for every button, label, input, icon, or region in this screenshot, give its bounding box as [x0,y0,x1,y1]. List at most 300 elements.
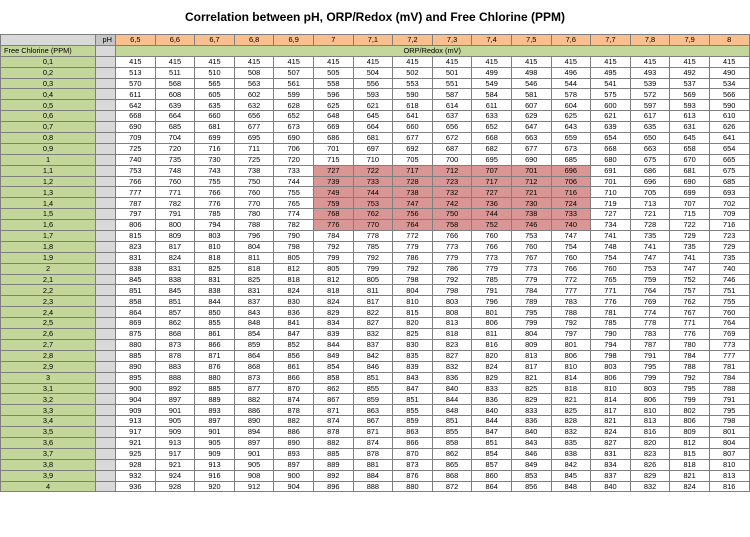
orp-value-cell: 648 [313,111,353,122]
orp-value-cell: 812 [670,437,710,448]
chlorine-value-cell: 2,2 [1,285,96,296]
orp-value-cell: 814 [591,394,631,405]
orp-value-cell: 748 [591,241,631,252]
orp-value-cell: 825 [551,405,591,416]
orp-value-cell: 932 [116,470,156,481]
orp-value-cell-highlighted: 762 [353,209,393,220]
orp-value-cell: 855 [195,318,235,329]
orp-value-cell: 794 [591,339,631,350]
orp-value-cell: 840 [472,405,512,416]
orp-value-cell: 660 [393,122,433,133]
orp-value-cell: 803 [432,296,472,307]
table-row [1,220,750,231]
orp-value-cell-highlighted: 759 [313,198,353,209]
orp-value-cell: 854 [313,361,353,372]
ph-spacer-cell [96,361,116,372]
chlorine-value-cell: 2,9 [1,361,96,372]
orp-value-cell: 799 [630,372,670,383]
orp-value-cell: 584 [472,89,512,100]
orp-value-cell: 824 [591,427,631,438]
orp-value-cell: 614 [432,100,472,111]
orp-value-cell: 735 [709,252,749,263]
orp-value-cell: 824 [472,361,512,372]
orp-value-cell: 889 [313,459,353,470]
orp-value-cell: 693 [709,187,749,198]
orp-value-cell: 788 [551,307,591,318]
orp-value-cell: 824 [313,296,353,307]
orp-value-cell: 578 [551,89,591,100]
orp-value-cell: 847 [274,329,314,340]
orp-value-cell: 415 [234,56,274,67]
orp-value-cell-highlighted: 701 [511,165,551,176]
orp-value-cell: 815 [670,448,710,459]
orp-value-cell: 806 [551,350,591,361]
orp-value-cell: 803 [591,361,631,372]
orp-value-cell: 645 [353,111,393,122]
orp-value-cell: 581 [511,89,551,100]
orp-value-cell: 818 [274,274,314,285]
orp-value-cell: 839 [313,329,353,340]
orp-value-cell: 900 [116,383,156,394]
orp-value-cell: 836 [432,372,472,383]
orp-value-cell: 625 [551,111,591,122]
orp-value-cell: 811 [472,329,512,340]
orp-value-cell: 701 [591,176,631,187]
orp-value-cell: 755 [709,296,749,307]
ph-spacer-cell [96,45,116,56]
orp-value-cell: 897 [195,416,235,427]
orp-value-cell: 836 [511,416,551,427]
orp-value-cell: 743 [195,165,235,176]
orp-value-cell: 741 [670,252,710,263]
orp-value-cell: 709 [709,209,749,220]
chlorine-value-cell: 1,6 [1,220,96,231]
orp-value-cell: 728 [630,220,670,231]
orp-value-cell: 867 [353,416,393,427]
table-row [1,339,750,350]
orp-value-cell: 829 [630,470,670,481]
orp-value-cell: 892 [313,470,353,481]
orp-value-cell: 798 [393,274,433,285]
orp-value-cell-highlighted: 768 [313,209,353,220]
orp-value-cell: 807 [709,448,749,459]
chlorine-value-cell: 2,1 [1,274,96,285]
ph-spacer-cell [96,56,116,67]
orp-value-cell: 788 [709,383,749,394]
orp-value-cell-highlighted: 752 [472,220,512,231]
chlorine-value-cell: 3,6 [1,437,96,448]
orp-value-cell: 721 [630,209,670,220]
table-row [1,285,750,296]
orp-value-cell: 513 [116,67,156,78]
orp-value-cell: 808 [432,307,472,318]
orp-value-cell: 699 [195,133,235,144]
orp-value-cell: 771 [670,318,710,329]
chlorine-value-cell: 0,2 [1,67,96,78]
orp-value-cell: 681 [353,133,393,144]
orp-value-cell: 774 [274,209,314,220]
orp-value-cell: 846 [353,361,393,372]
orp-value-cell-highlighted: 727 [472,187,512,198]
table-row [1,165,750,176]
orp-value-cell: 825 [195,263,235,274]
orp-value-cell: 833 [472,383,512,394]
orp-value-cell: 882 [234,394,274,405]
orp-value-cell: 590 [393,89,433,100]
orp-value-cell: 925 [116,448,156,459]
orp-value-cell: 847 [472,427,512,438]
orp-value-cell: 643 [551,122,591,133]
orp-value-cell: 599 [274,89,314,100]
orp-value-cell: 670 [670,154,710,165]
table-row [1,241,750,252]
table-row [1,405,750,416]
orp-value-cell-highlighted: 733 [353,176,393,187]
chlorine-value-cell: 1,3 [1,187,96,198]
orp-value-cell: 815 [116,231,156,242]
orp-value-cell: 798 [591,350,631,361]
table-row [1,329,750,340]
orp-value-cell: 838 [116,263,156,274]
orp-value-cell: 841 [274,318,314,329]
orp-value-cell: 415 [116,56,156,67]
orp-value-cell: 769 [709,329,749,340]
orp-value-cell: 892 [155,383,195,394]
orp-value-cell: 621 [353,100,393,111]
orp-value-cell: 878 [155,350,195,361]
orp-value-cell: 766 [551,263,591,274]
chlorine-value-cell: 1,8 [1,241,96,252]
orp-value-cell: 685 [155,122,195,133]
chlorine-value-cell: 1,4 [1,198,96,209]
orp-value-cell: 806 [591,372,631,383]
orp-value-cell: 928 [116,459,156,470]
orp-value-cell: 777 [551,285,591,296]
orp-value-cell-highlighted: 717 [472,176,512,187]
ph-spacer-cell [96,307,116,318]
orp-value-cell-highlighted: 750 [432,209,472,220]
orp-value-cell: 866 [195,339,235,350]
orp-value-cell: 876 [195,361,235,372]
orp-value-cell: 495 [591,67,631,78]
orp-value-cell: 690 [511,154,551,165]
orp-value-cell: 860 [472,470,512,481]
table-row [1,459,750,470]
orp-value-cell: 415 [353,56,393,67]
orp-value-cell: 845 [551,470,591,481]
orp-value-cell: 821 [551,394,591,405]
orp-value-cell: 928 [155,481,195,492]
orp-value-cell: 880 [393,481,433,492]
orp-value-cell: 868 [432,470,472,481]
orp-value-cell: 738 [234,165,274,176]
orp-value-cell: 796 [234,231,274,242]
orp-value-cell: 415 [393,56,433,67]
orp-value-cell: 810 [630,405,670,416]
orp-value-cell: 784 [511,285,551,296]
chlorine-value-cell: 3,8 [1,459,96,470]
ph-spacer-cell [96,448,116,459]
orp-value-cell: 821 [670,470,710,481]
orp-value-cell: 876 [393,470,433,481]
orp-value-cell: 912 [234,481,274,492]
orp-value-cell: 845 [116,274,156,285]
orp-value-cell: 725 [116,143,156,154]
orp-value-cell: 880 [116,339,156,350]
orp-value-cell: 818 [313,285,353,296]
ph-spacer-cell [96,427,116,438]
orp-value-cell: 801 [551,339,591,350]
orp-value-cell: 816 [630,427,670,438]
free-chlorine-header: Free Chlorine (PPM) [1,45,96,56]
orp-value-cell: 629 [511,111,551,122]
ph-spacer-cell [96,372,116,383]
orp-value-cell: 415 [432,56,472,67]
orp-value-cell: 415 [630,56,670,67]
orp-value-cell: 865 [432,459,472,470]
orp-value-cell: 795 [709,405,749,416]
orp-value-cell: 805 [313,263,353,274]
orp-value-cell: 778 [630,318,670,329]
ph-header-cell: 7,3 [432,35,472,46]
orp-value-cell: 890 [116,361,156,372]
ph-header-cell: 6,9 [274,35,314,46]
orp-value-cell: 507 [274,67,314,78]
orp-value-cell: 830 [393,339,433,350]
orp-value-cell: 810 [393,296,433,307]
orp-value-cell-highlighted: 732 [432,187,472,198]
orp-value-cell: 885 [195,383,235,394]
orp-value-cell: 890 [274,437,314,448]
orp-value-cell: 760 [155,176,195,187]
orp-value-cell: 572 [630,89,670,100]
orp-value-cell: 861 [195,329,235,340]
orp-value-cell: 815 [393,307,433,318]
orp-value-cell: 799 [353,263,393,274]
orp-value-cell: 850 [195,307,235,318]
orp-value-cell: 797 [116,209,156,220]
orp-value-cell: 750 [234,176,274,187]
orp-value-cell: 809 [155,231,195,242]
orp-value-cell: 760 [234,187,274,198]
orp-value-cell: 804 [393,285,433,296]
orp-value-cell-highlighted: 756 [393,209,433,220]
orp-value-cell-highlighted: 744 [353,187,393,198]
orp-value-cell: 859 [353,394,393,405]
orp-value-cell: 673 [274,122,314,133]
orp-value-cell: 804 [234,241,274,252]
orp-value-cell: 806 [630,394,670,405]
ph-spacer-cell [96,394,116,405]
orp-value-cell: 888 [353,481,393,492]
chlorine-value-cell: 3 [1,372,96,383]
orp-value-cell: 864 [472,481,512,492]
orp-value-cell: 916 [195,470,235,481]
orp-value-cell: 746 [709,274,749,285]
orp-value-cell-highlighted: 747 [393,198,433,209]
orp-value-cell-highlighted: 717 [393,165,433,176]
orp-value-cell: 779 [511,274,551,285]
orp-value-cell: 558 [313,78,353,89]
orp-value-cell: 659 [551,133,591,144]
orp-value-cell: 720 [155,143,195,154]
orp-value-cell: 806 [472,318,512,329]
ph-spacer-cell [96,111,116,122]
orp-value-cell: 686 [313,133,353,144]
orp-value-cell: 691 [591,165,631,176]
orp-value-cell: 790 [274,231,314,242]
orp-value-cell: 597 [630,100,670,111]
ph-spacer-cell [96,459,116,470]
orp-value-cell: 786 [393,252,433,263]
ph-spacer-cell [96,274,116,285]
orp-value-cell: 866 [274,372,314,383]
orp-value-cell: 668 [116,111,156,122]
orp-value-cell: 832 [630,481,670,492]
orp-value-cell: 870 [274,383,314,394]
orp-value-cell: 836 [472,394,512,405]
orp-value-cell: 770 [234,198,274,209]
orp-value-cell: 593 [670,100,710,111]
chlorine-value-cell: 2 [1,263,96,274]
orp-value-cell: 836 [274,307,314,318]
orp-value-cell: 878 [353,448,393,459]
chlorine-value-cell: 0,7 [1,122,96,133]
orp-value-cell: 817 [591,405,631,416]
chlorine-value-cell: 0,6 [1,111,96,122]
orp-value-cell: 893 [274,448,314,459]
orp-value-cell: 498 [511,67,551,78]
orp-value-cell: 804 [709,437,749,448]
table-row [1,318,750,329]
chlorine-value-cell: 3,9 [1,470,96,481]
orp-value-cell: 633 [472,111,512,122]
orp-value-cell: 791 [472,285,512,296]
orp-value-cell: 675 [630,154,670,165]
orp-value-cell: 857 [472,459,512,470]
orp-value-cell: 839 [393,361,433,372]
chlorine-value-cell: 1,7 [1,231,96,242]
ph-header-cell: 7,9 [670,35,710,46]
orp-value-cell: 626 [709,122,749,133]
orp-value-cell: 602 [234,89,274,100]
ph-spacer-cell [96,122,116,133]
orp-value-cell: 820 [393,318,433,329]
ph-spacer-cell [96,100,116,111]
orp-value-cell: 844 [472,416,512,427]
orp-value-cell: 695 [472,154,512,165]
orp-value-cell: 686 [630,165,670,176]
chlorine-value-cell: 3,2 [1,394,96,405]
orp-value-cell: 556 [353,78,393,89]
orp-value-cell: 810 [709,459,749,470]
orp-value-cell: 882 [313,437,353,448]
orp-value-cell: 541 [591,78,631,89]
orp-value-cell: 866 [393,437,433,448]
orp-value-cell: 847 [393,383,433,394]
orp-value-cell: 811 [353,285,393,296]
orp-value-cell: 843 [511,437,551,448]
orp-value-cell: 713 [630,198,670,209]
ph-spacer-cell [96,470,116,481]
orp-value-cell: 639 [591,122,631,133]
orp-value-cell: 848 [234,318,274,329]
orp-value-cell: 771 [155,187,195,198]
orp-value-cell: 792 [393,263,433,274]
orp-value-cell: 818 [670,459,710,470]
orp-value-cell: 885 [116,350,156,361]
orp-value-cell: 665 [709,154,749,165]
orp-value-cell: 867 [313,394,353,405]
orp-value-cell: 553 [393,78,433,89]
orp-value-cell: 700 [432,154,472,165]
orp-value-cell: 783 [551,296,591,307]
orp-value-cell: 753 [511,231,551,242]
orp-value-cell: 705 [393,154,433,165]
orp-value-cell: 831 [155,263,195,274]
orp-value-cell: 760 [551,252,591,263]
orp-value-cell: 851 [116,285,156,296]
orp-value-cell: 569 [670,89,710,100]
orp-value-cell: 607 [511,100,551,111]
orp-value-cell: 590 [709,100,749,111]
orp-value-cell: 705 [630,187,670,198]
orp-value-cell: 855 [353,383,393,394]
chlorine-value-cell: 0,8 [1,133,96,144]
orp-value-cell: 710 [591,187,631,198]
orp-value-cell: 765 [274,198,314,209]
orp-value-cell: 779 [432,252,472,263]
orp-value-cell: 767 [670,307,710,318]
orp-value-cell: 635 [195,100,235,111]
ph-spacer-cell [96,67,116,78]
orp-value-cell-highlighted: 758 [432,220,472,231]
orp-value-cell: 415 [709,56,749,67]
orp-value-cell: 415 [670,56,710,67]
orp-value-cell: 493 [630,67,670,78]
ph-header-cell: 8 [709,35,749,46]
orp-value-cell: 835 [393,350,433,361]
table-row [1,111,750,122]
orp-value-cell: 848 [551,481,591,492]
orp-value-cell: 801 [472,307,512,318]
orp-value-cell: 690 [116,122,156,133]
orp-value-cell: 681 [670,165,710,176]
orp-value-cell: 782 [155,198,195,209]
orp-value-cell: 842 [551,459,591,470]
table-row [1,307,750,318]
orp-value-cell-highlighted: 740 [551,220,591,231]
orp-value-cell: 843 [393,372,433,383]
table-row [1,437,750,448]
orp-value-cell: 878 [274,405,314,416]
ph-spacer-cell [96,89,116,100]
orp-value-cell: 909 [195,448,235,459]
orp-value-cell-highlighted: 722 [353,165,393,176]
orp-value-cell: 851 [393,394,433,405]
orp-value-cell: 415 [195,56,235,67]
orp-value-cell: 754 [591,252,631,263]
orp-value-cell: 849 [511,459,551,470]
orp-value-cell: 611 [116,89,156,100]
orp-value-cell: 812 [274,263,314,274]
orp-value-cell: 610 [709,111,749,122]
orp-value-cell: 499 [472,67,512,78]
orp-value-cell: 851 [472,437,512,448]
orp-value-cell: 840 [511,427,551,438]
orp-value-cell: 825 [511,383,551,394]
orp-value-cell: 837 [353,339,393,350]
